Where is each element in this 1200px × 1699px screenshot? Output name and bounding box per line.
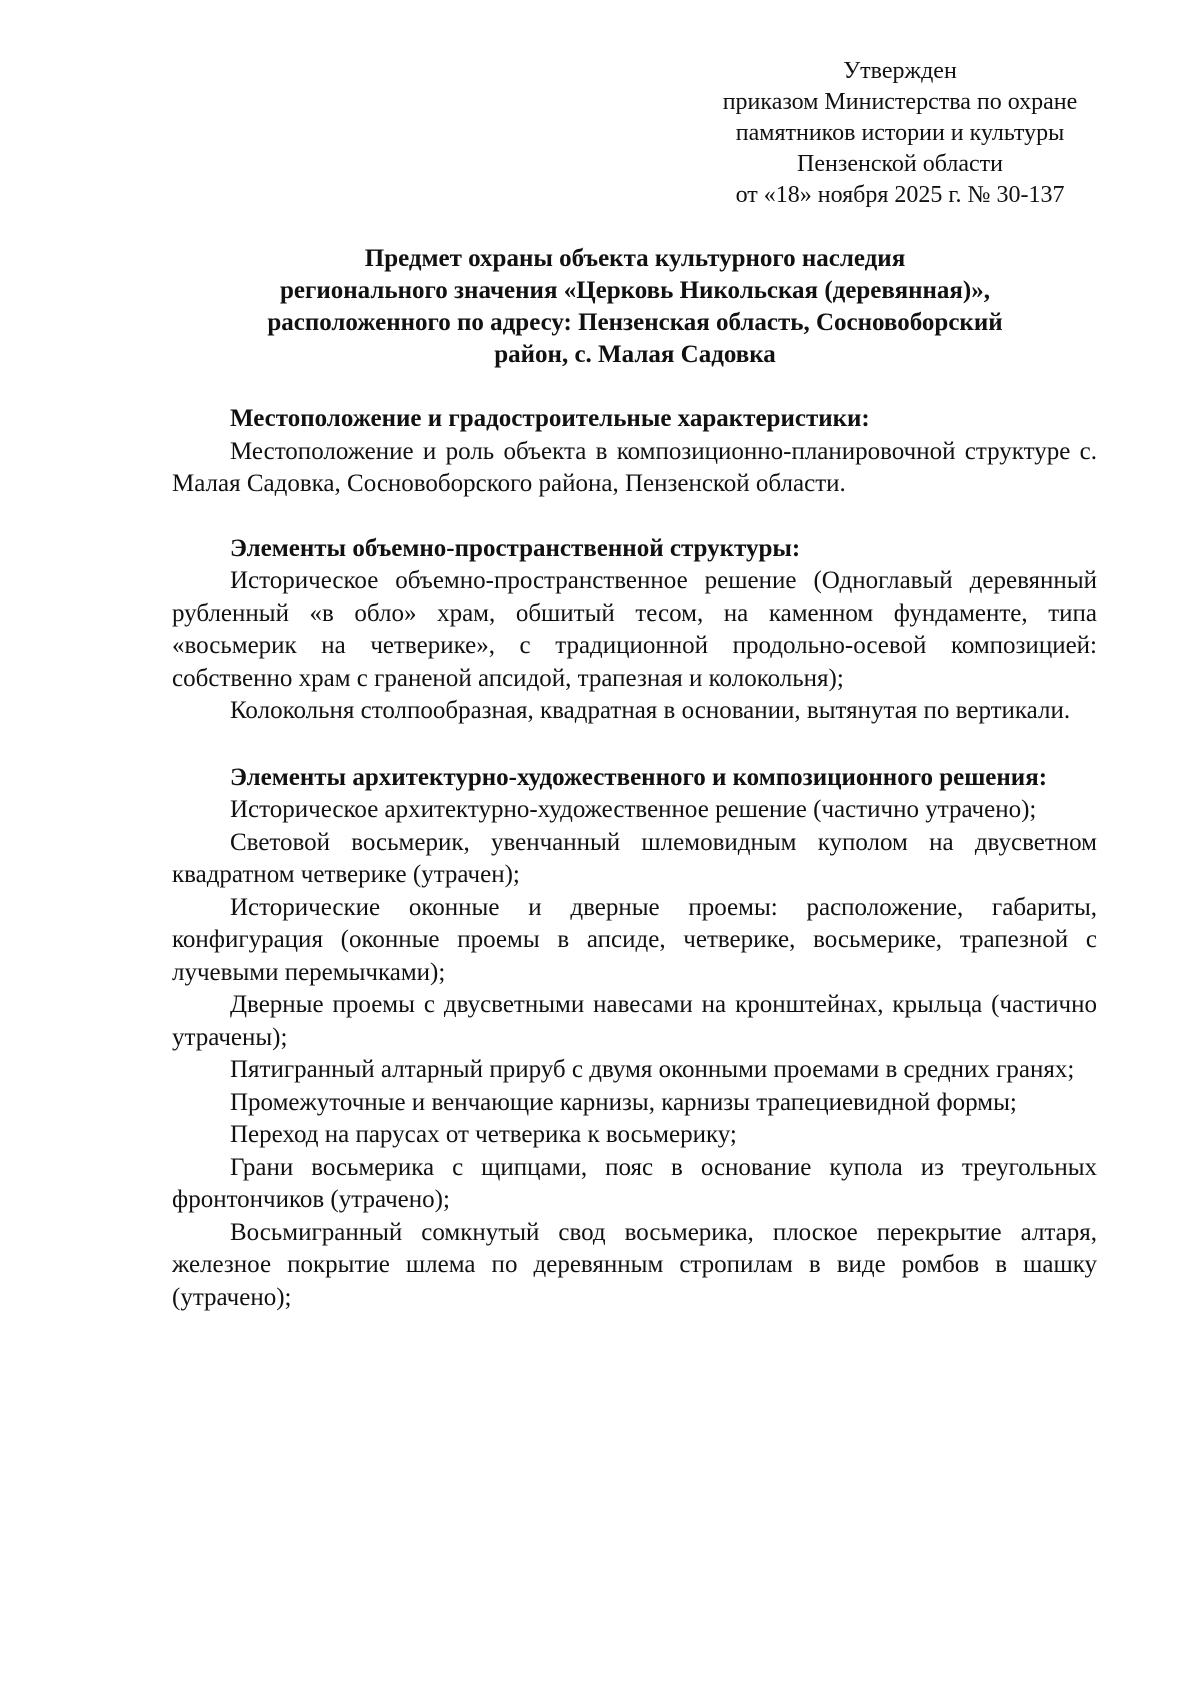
approval-line: Пензенской области: [797, 151, 1003, 177]
paragraph: Переход на парусах от четверика к восьмерику;: [230, 1121, 737, 1148]
section-architectural-solution: [172, 762, 1097, 1315]
approval-line: приказом Министерства по охране: [722, 89, 1078, 115]
section-volume-structure: [172, 533, 1097, 728]
section-heading: Элементы объемно-пространственной структуры:: [230, 534, 801, 562]
approval-stamp-block: [690, 56, 1110, 211]
section-heading: Местоположение и градостроительные характеристики:: [230, 405, 870, 432]
paragraph: Колокольня столпообразная, квадратная в основании, вытянутая по вертикали.: [230, 697, 1071, 724]
title-line: район, с. Малая Садовка: [494, 341, 776, 368]
paragraph: Световой восьмерик, увенчанный шлемовидным куполом на двусветном квадратном четверике (утрачен);: [172, 828, 1097, 888]
paragraph: Дверные проемы с двусветными навесами на кронштейнах, крыльца (частично утрачены);: [172, 991, 1097, 1051]
section-heading: Элементы архитектурно-художественного и композиционного решения:: [230, 763, 1048, 791]
paragraph: Восьмигранный сомкнутый свод восьмерика, плоское перекрытие алтаря, железное покрытие шлема по деревянным стропилам в виде ромбов в шашку (утрачено);: [172, 1218, 1097, 1311]
title-line: Предмет охраны объекта культурного наследия: [364, 245, 906, 272]
approval-line: памятников истории и культуры: [735, 120, 1065, 146]
title-line: регионального значения «Церковь Никольская (деревянная)»,: [279, 277, 991, 304]
paragraph: Местоположение и роль объекта в композиционно-планировочной структуре с. Малая Садовка, Сосновоборского района, Пензенской области.: [172, 437, 1097, 497]
approval-line: от «18» ноября 2025 г. № 30-137: [735, 182, 1065, 208]
document-title: [175, 243, 1095, 371]
paragraph: Промежуточные и венчающие карнизы, карнизы трапециевидной формы;: [230, 1088, 1017, 1116]
spacer: [172, 728, 1097, 762]
paragraph: Грани восьмерика с щипцами, пояс в основание купола из треугольных фронтончиков (утрачено);: [172, 1153, 1097, 1213]
approval-line: Утвержден: [843, 58, 957, 84]
paragraph: Пятигранный алтарный прируб с двумя оконными проемами в средних гранях;: [230, 1056, 1075, 1083]
spacer: [172, 501, 1097, 533]
paragraph: Историческое архитектурно-художественное решение (частично утрачено);: [230, 796, 1037, 823]
title-line: расположенного по адресу: Пензенская область, Сосновоборский: [267, 309, 1003, 336]
document-body: [172, 403, 1097, 1314]
paragraph: Исторические оконные и дверные проемы: расположение, габариты, конфигурация (оконные проемы в апсиде, четверике, восьмерике, трапезной с лучевыми перемычками);: [172, 893, 1097, 986]
section-location: [172, 403, 1097, 501]
paragraph: Историческое объемно-пространственное решение (Одноглавый деревянный рубленный «в обло» храм, обшитый тесом, на каменном фундаменте, типа «восьмерик на четверике», с традиционной продольно-осевой композицией: собственно храм с граненой апсидой, трапезная и колокольня);: [172, 567, 1097, 692]
